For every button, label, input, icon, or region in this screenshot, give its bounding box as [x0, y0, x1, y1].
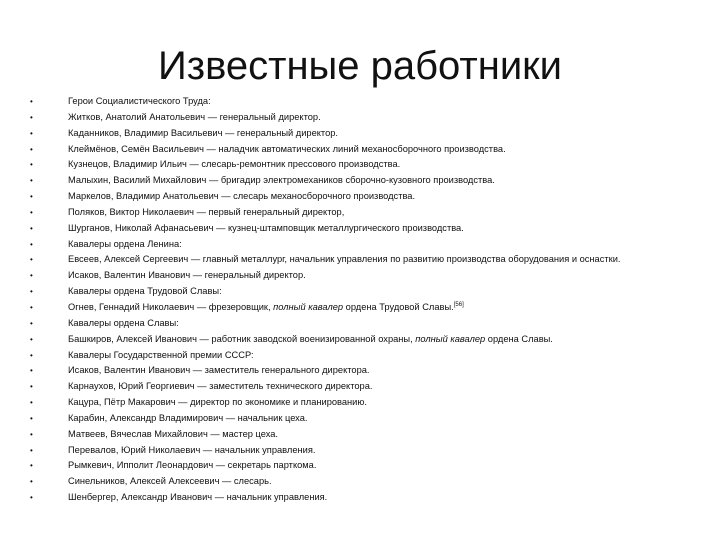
bullet-icon: •	[30, 429, 33, 439]
list-item-text	[68, 205, 710, 221]
bullet-icon: •	[30, 192, 33, 202]
list-item-text	[68, 252, 710, 268]
list-item-main-text: Башкиров, Алексей Иванович — работник заводской военизированной охраны,	[68, 333, 416, 344]
list-item	[30, 205, 710, 221]
list-item	[30, 427, 710, 443]
list-item-main-text: Кацура, Пётр Макарович — директор по экономике и планированию.	[68, 397, 367, 408]
bullet-icon: •	[30, 271, 33, 281]
bullet-icon: •	[30, 318, 33, 328]
list-item-text	[68, 443, 710, 459]
list-item-text	[68, 110, 710, 126]
list-item	[30, 268, 710, 284]
list-item-main-text: Поляков, Виктор Николаевич — первый генеральный директор,	[68, 206, 345, 217]
list-item-text	[68, 142, 710, 158]
bullet-icon: •	[30, 366, 33, 376]
list-item-main-text: Исаков, Валентин Иванович — генеральный директор.	[68, 270, 306, 281]
list-item-main-text: Исаков, Валентин Иванович — заместитель генерального директора.	[68, 365, 370, 376]
bullet-icon: •	[30, 160, 33, 170]
list-item-main-text: Карабин, Александр Владимирович — начальник цеха.	[68, 412, 308, 423]
list-item-main-text: Маркелов, Владимир Анатольевич — слесарь механосборочного производства.	[68, 191, 416, 202]
list-item-main-text: Кавалеры ордена Трудовой Славы:	[68, 286, 222, 297]
list-item	[30, 474, 710, 490]
list-item	[30, 443, 710, 459]
footnote-reference[interactable]: [56]	[453, 301, 464, 308]
list-item	[30, 94, 710, 110]
list-item-text	[68, 474, 710, 490]
list-item-text	[68, 157, 710, 173]
list-item	[30, 332, 710, 348]
list-item	[30, 237, 710, 253]
list-item-text	[68, 348, 710, 364]
list-item-main-text: Синельников, Алексей Алексеевич — слесарь.	[68, 476, 272, 487]
list-item	[30, 300, 710, 316]
list-item	[30, 490, 710, 506]
bullet-icon: •	[30, 112, 33, 122]
list-item	[30, 379, 710, 395]
list-item-main-text: Матвеев, Вячеслав Михайлович — мастер цеха.	[68, 428, 279, 439]
bullet-icon: •	[30, 223, 33, 233]
list-item-text	[68, 395, 710, 411]
list-item-emphasis: полный кавалер	[273, 301, 344, 312]
list-item	[30, 110, 710, 126]
list-item	[30, 142, 710, 158]
list-item-main-text: Карнаухов, Юрий Георгиевич — заместитель технического директора.	[68, 381, 373, 392]
bullet-icon: •	[30, 207, 33, 217]
list-item	[30, 395, 710, 411]
list-item	[30, 252, 710, 268]
list-item-text	[68, 332, 710, 348]
list-item-main-text: Кавалеры Государственной премии СССР:	[68, 349, 254, 360]
list-item-main-text: Каданников, Владимир Васильевич — генеральный директор.	[68, 127, 339, 138]
bullet-icon: •	[30, 334, 33, 344]
bullet-icon: •	[30, 176, 33, 186]
list-item-text	[68, 316, 710, 332]
list-item	[30, 348, 710, 364]
list-item-text	[68, 268, 710, 284]
bullet-list	[30, 94, 710, 506]
list-item-main-text: Перевалов, Юрий Николаевич — начальник управления.	[68, 444, 316, 455]
list-item	[30, 221, 710, 237]
list-item-text	[68, 411, 710, 427]
bullet-icon: •	[30, 350, 33, 360]
list-item-main-text: Шурганов, Николай Афанасьевич — кузнец-штамповщик металлургического производства.	[68, 222, 464, 233]
list-item-main-text: Кузнецов, Владимир Ильич — слесарь-ремонтник прессового производства.	[68, 159, 401, 170]
list-item-text	[68, 94, 710, 110]
list-item-main-text: Клеймёнов, Семён Васильевич — наладчик автоматических линий механосборочного производства.	[68, 143, 506, 154]
list-item-text	[68, 221, 710, 237]
list-item-text	[68, 237, 710, 253]
list-item	[30, 173, 710, 189]
bullet-icon: •	[30, 128, 33, 138]
list-item	[30, 189, 710, 205]
bullet-icon: •	[30, 239, 33, 249]
list-item-main-text: Рымкевич, Ипполит Леонардович — секретарь парткома.	[68, 460, 317, 471]
list-item-main-text: Евсеев, Алексей Сергеевич — главный металлург, начальник управления по развитию производства оборудования и оснастки.	[68, 254, 621, 265]
list-item	[30, 411, 710, 427]
list-item-main-text: Кавалеры ордена Ленина:	[68, 238, 182, 249]
list-item-tail-text: ордена Трудовой Славы.	[343, 301, 454, 312]
list-item-tail-text: ордена Славы.	[485, 333, 553, 344]
list-item-main-text: Герои Социалистического Труда:	[68, 96, 211, 106]
list-item-main-text: Шенбергер, Александр Иванович — начальник управления.	[68, 492, 328, 503]
list-item-main-text: Малыхин, Василий Михайлович — бригадир электромехаников сборочно-кузовного производства.	[68, 175, 495, 186]
list-item-text	[68, 300, 710, 316]
list-item	[30, 126, 710, 142]
slide-title: Известные работники	[157, 44, 563, 88]
list-item-text	[68, 458, 710, 474]
bullet-icon: •	[30, 398, 33, 408]
bullet-icon: •	[30, 382, 33, 392]
list-item-text	[68, 379, 710, 395]
list-item-main-text: Огнев, Геннадий Николаевич — фрезеровщик,	[68, 301, 274, 312]
bullet-icon: •	[30, 302, 33, 312]
bullet-icon: •	[30, 255, 33, 265]
list-item-text	[68, 427, 710, 443]
list-item	[30, 363, 710, 379]
list-item-text	[68, 490, 710, 506]
bullet-icon: •	[30, 413, 33, 423]
list-item-emphasis: полный кавалер	[415, 333, 486, 344]
list-item-text	[68, 126, 710, 142]
list-item-text	[68, 363, 710, 379]
list-item-text	[68, 173, 710, 189]
bullet-icon: •	[30, 493, 33, 503]
list-item-main-text: Кавалеры ордена Славы:	[68, 317, 179, 328]
list-item-main-text: Житков, Анатолий Анатольевич — генеральный директор.	[68, 111, 321, 122]
list-item	[30, 157, 710, 173]
list-item	[30, 458, 710, 474]
bullet-icon: •	[30, 477, 33, 487]
bullet-icon: •	[30, 97, 33, 106]
list-item	[30, 316, 710, 332]
bullet-icon: •	[30, 144, 33, 154]
list-item-text	[68, 189, 710, 205]
list-item	[30, 284, 710, 300]
bullet-icon: •	[30, 445, 33, 455]
list-item-text	[68, 284, 710, 300]
bullet-icon: •	[30, 287, 33, 297]
bullet-icon: •	[30, 461, 33, 471]
